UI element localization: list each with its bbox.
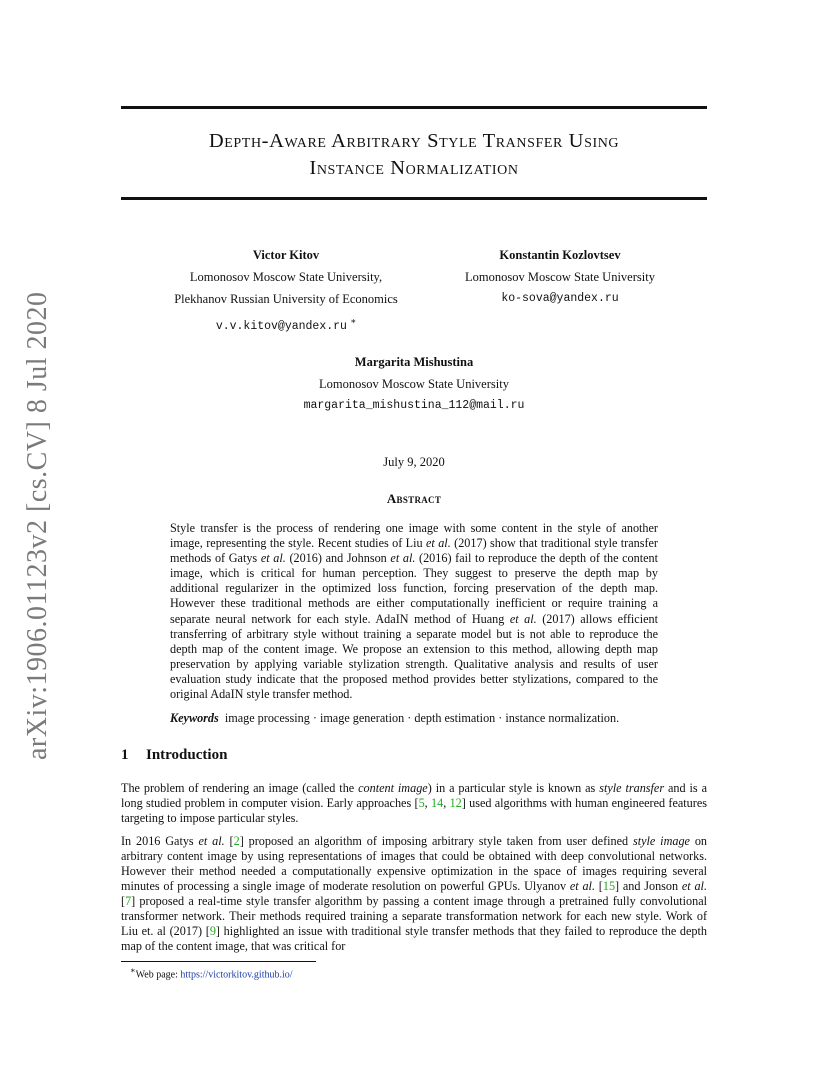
author-affiliation: Plekhanov Russian University of Economics bbox=[174, 292, 398, 306]
author-name: Victor Kitov bbox=[252, 248, 320, 262]
citation-link[interactable]: 9 bbox=[209, 924, 216, 938]
arxiv-watermark: arXiv:1906.01123v2 [cs.CV] 8 Jul 2020 bbox=[22, 291, 53, 760]
author-affiliation: Lomonosov Moscow State University bbox=[319, 377, 509, 391]
keywords-list: image processing · image generation · depth estimation · instance normalization. bbox=[224, 711, 620, 725]
citation-link[interactable]: 14 bbox=[431, 796, 444, 810]
intro-paragraph-2: In 2016 Gatys et al. [2] proposed an algorithm of imposing arbitrary style taken from user defined style image on arbitrary content image by using representations of images that could be obtained with deep convolutional networks. However their method needed a computationally expensive optimization in the space of images requiring several minutes of processing a single image of moderate resolution on powerful GPUs. Ulyanov et al. [15] and Jonson et al. [7] proposed a real-time style transfer algorithm by passing a content image through a pretrained fully convolutional transformer network. Their methods required training a separate transformation network for each new style. Work of Liu et. al (2017) [9] highlighted an issue with traditional style transfer methods that they failed to reproduce the depth map of the content image, that was critical for bbox=[121, 834, 708, 953]
author-email[interactable]: ko-sova@yandex.ru bbox=[501, 292, 619, 305]
citation-link[interactable]: 5 bbox=[418, 796, 425, 810]
citation-link[interactable]: 2 bbox=[233, 834, 240, 848]
paper-date: July 9, 2020 bbox=[383, 455, 445, 469]
author-email[interactable]: margarita_mishustina_112@mail.ru bbox=[303, 399, 525, 412]
keywords-line bbox=[170, 711, 680, 726]
footnote-rule bbox=[121, 961, 316, 962]
abstract-body: Style transfer is the process of rendering one image with some content in the style of another image, representing the style. Recent studies of Liu et al. (2017) show that traditional style transfer methods of Gatys et al. (2016) and Johnson et al. (2016) fail to reproduce the depth of the content image, which is critical for human perception. They suggest to preserve the depth map by additional regularizer in the optimized loss function, forcing preservation of the depth map. However these traditional methods are either computationally inefficient or require training a separate neural network for each style. AdaIN method of Huang et al. (2017) allows efficient transferring of arbitrary style without training a separate model but is not able to reproduce the depth map of the content image. We propose an extension to this method, allowing depth map preservation by applying variable stylization strength. Qualitative analysis and results of user evaluation study indicate that the proposed method provides better stylizations, compared to the original AdaIN style transfer method. bbox=[170, 521, 658, 702]
title-bottom-rule bbox=[121, 197, 707, 200]
author-affiliation: Lomonosov Moscow State University bbox=[465, 270, 655, 284]
author-name: Konstantin Kozlovtsev bbox=[499, 248, 621, 262]
section-heading bbox=[121, 747, 227, 764]
citation-link[interactable]: 15 bbox=[602, 879, 616, 893]
footnote-mark: ∗ bbox=[350, 316, 357, 326]
title-line-2: Instance Normalization bbox=[309, 157, 519, 179]
author-block-3 bbox=[264, 351, 564, 417]
title-top-rule bbox=[121, 106, 707, 109]
citation-link[interactable]: 7 bbox=[125, 894, 132, 908]
author-email[interactable]: v.v.kitov@yandex.ru bbox=[215, 320, 347, 334]
citation-link[interactable]: 12 bbox=[449, 796, 462, 810]
author-block-1 bbox=[140, 244, 432, 338]
homepage-link[interactable]: https://victorkitov.github.io/ bbox=[180, 969, 293, 981]
author-affiliation: Lomonosov Moscow State University, bbox=[189, 270, 383, 284]
footnote bbox=[130, 965, 293, 980]
section-title: Introduction bbox=[146, 747, 228, 763]
author-block-2 bbox=[430, 244, 690, 310]
section-number: 1 bbox=[121, 747, 129, 763]
keywords-label: Keywords bbox=[170, 711, 219, 725]
paper-title bbox=[121, 128, 707, 182]
footnote-label: Web page: bbox=[135, 969, 181, 981]
footnote-mark: ∗ bbox=[130, 966, 136, 975]
author-name: Margarita Mishustina bbox=[354, 355, 474, 369]
intro-paragraph-1: The problem of rendering an image (called the content image) in a particular style is known as style transfer and is a long studied problem in computer vision. Early approaches [5, 14, 12] used algorithms with human engineered features targeting to impose particular styles. bbox=[121, 781, 707, 825]
abstract-heading: Abstract bbox=[386, 491, 442, 506]
title-line-1: Depth-Aware Arbitrary Style Transfer Using bbox=[208, 130, 620, 152]
